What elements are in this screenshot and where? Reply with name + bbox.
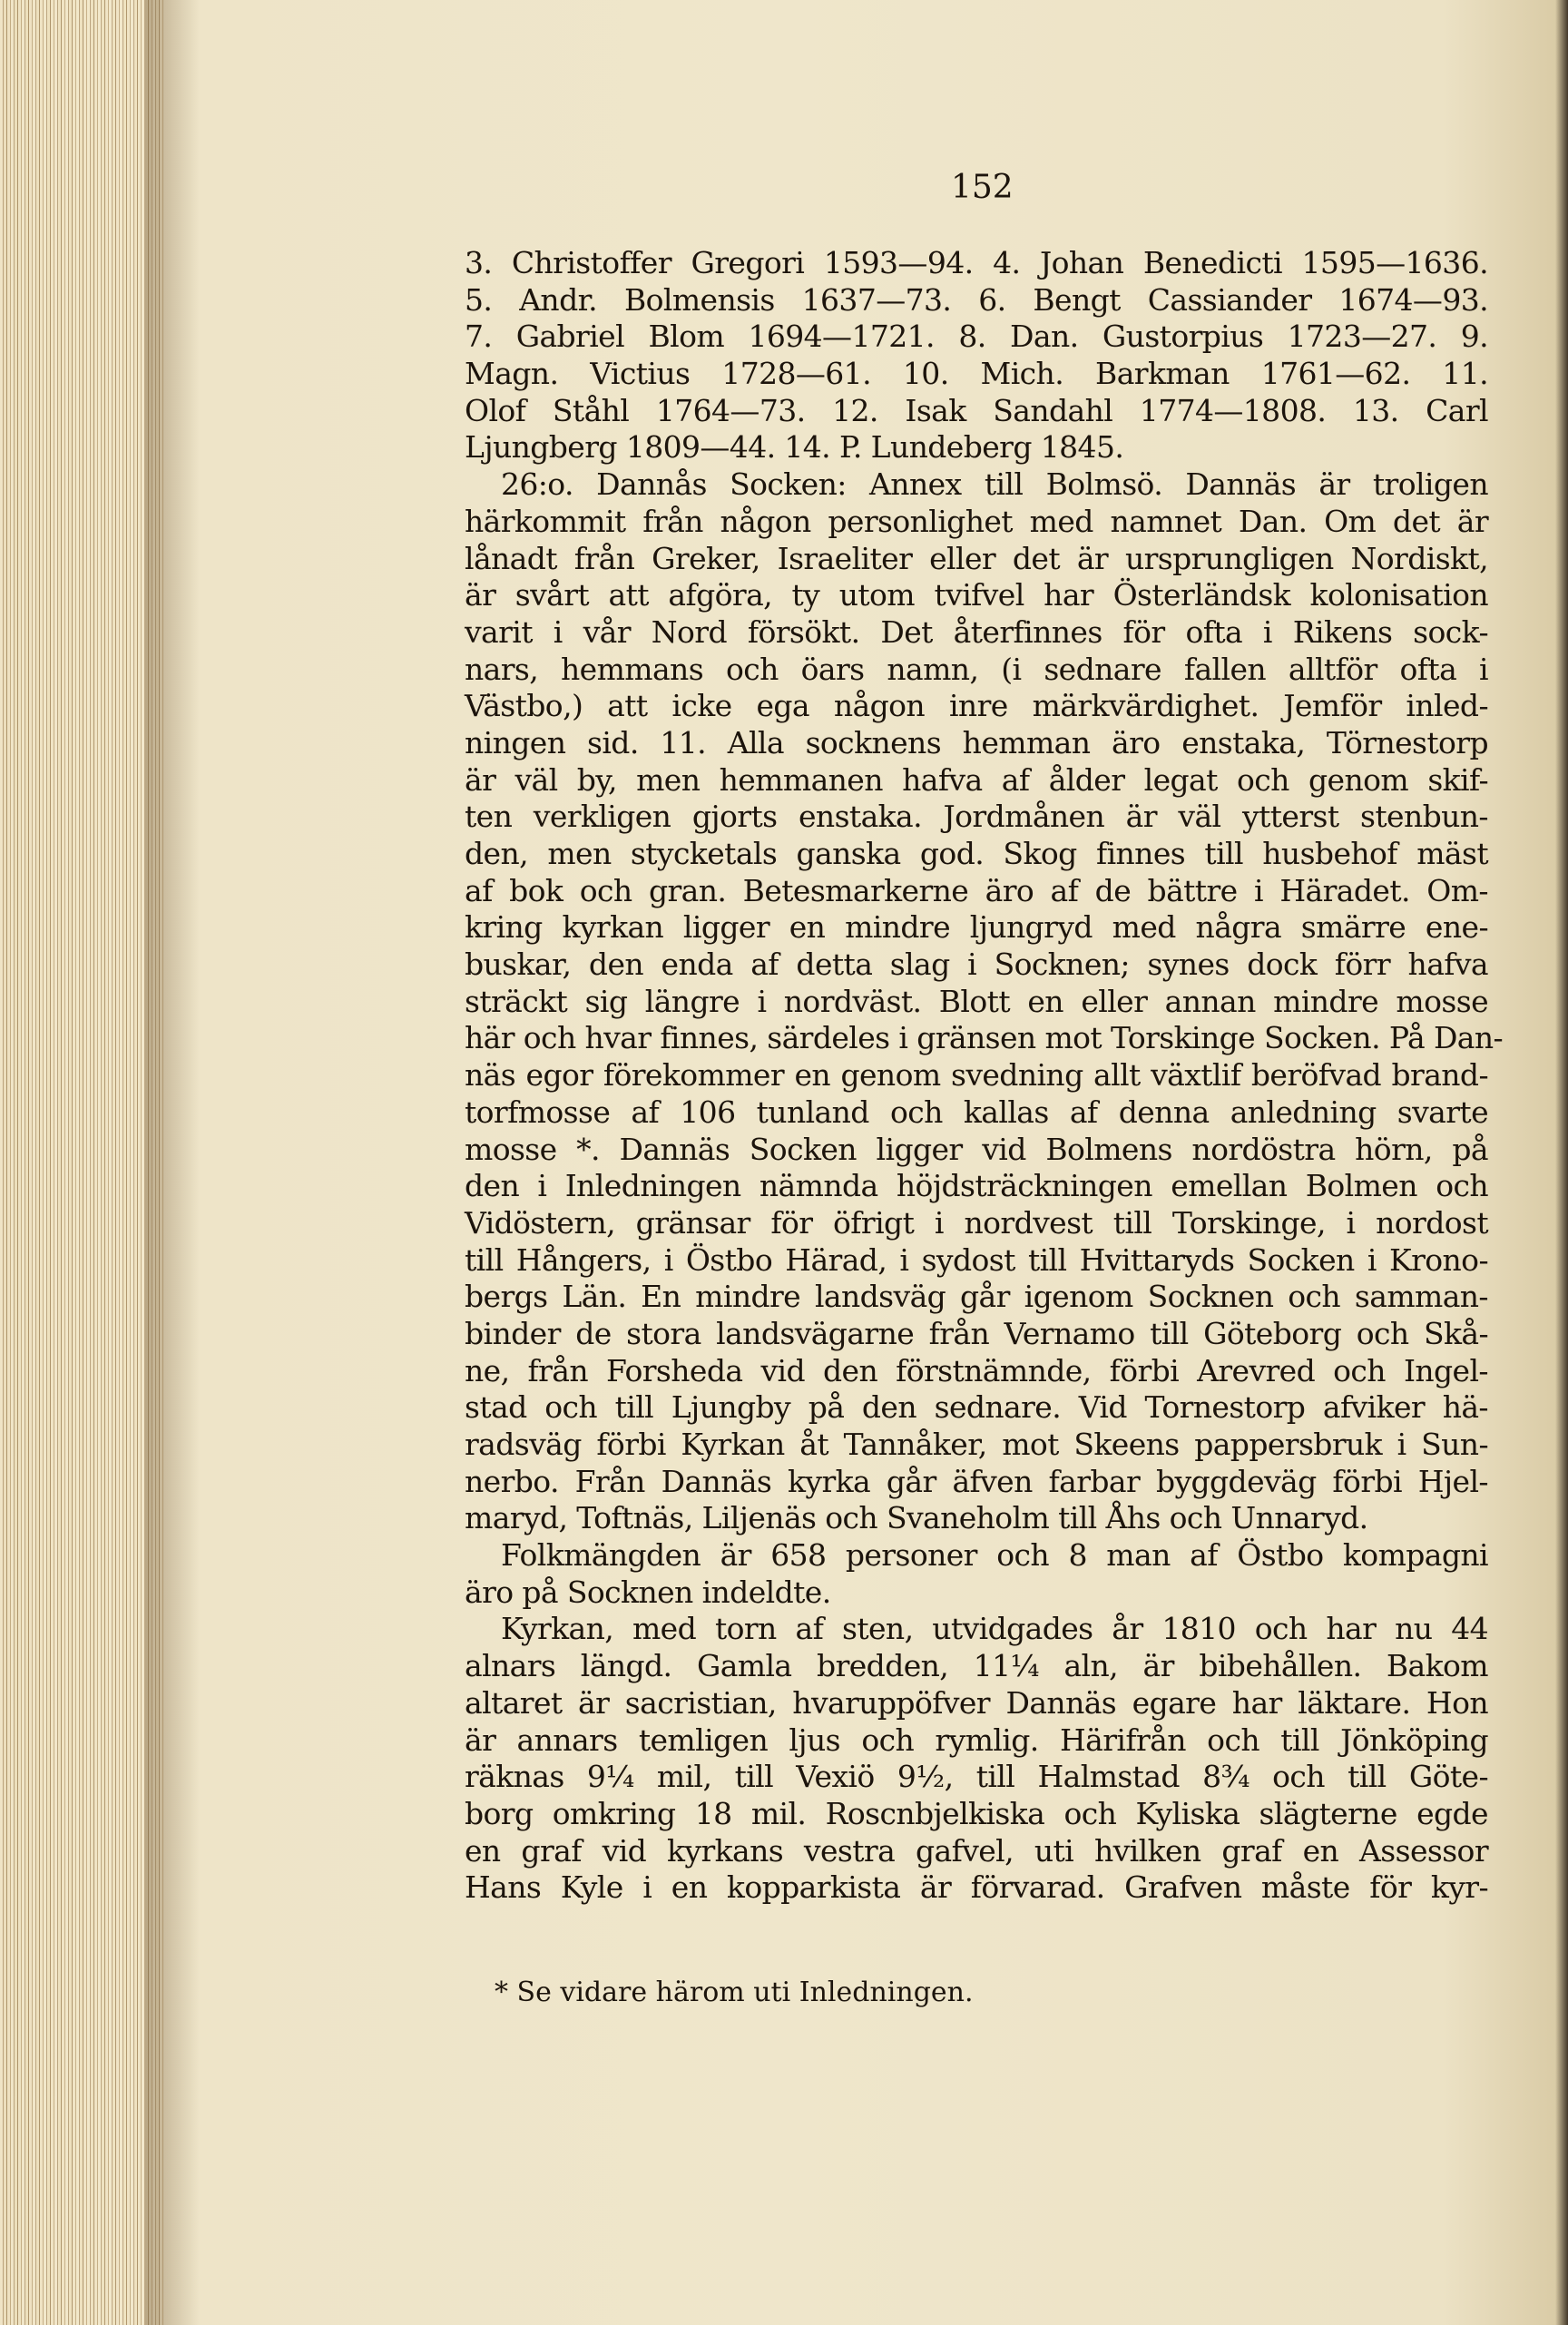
- text-line: till Hångers, i Östbo Härad, i sydost till Hvittaryds Socken i Krono-: [465, 1241, 1488, 1278]
- text-line: 3. Christoffer Gregori 1593—94. 4. Johan Benedicti 1595—1636.: [465, 245, 1488, 280]
- text-line: radsväg förbi Kyrkan åt Tannåker, mot Skeens pappersbruk i Sun-: [465, 1427, 1488, 1462]
- text-line: ten verkligen gjorts enstaka. Jordmånen är väl ytterst stenbun-: [465, 799, 1488, 835]
- text-line: 7. Gabriel Blom 1694—1721. 8. Dan. Gustorpius 1723—27. 9.: [465, 319, 1488, 355]
- text-line: är svårt att afgöra, ty utom tvifvel har Österländsk kolonisation: [465, 577, 1488, 613]
- text-line: äro på Socknen indeldte.: [465, 1574, 831, 1610]
- text-line: varit i vår Nord försökt. Det återfinnes för ofta i Rikens sock-: [465, 613, 1488, 650]
- text-line: 26:o. Dannås Socken: Annex till Bolmsö. Dannäs är troligen: [501, 466, 1488, 503]
- text-line: torfmosse af 106 tunland och kallas af denna anledning svarte: [465, 1094, 1488, 1130]
- body-text: [465, 245, 1504, 1907]
- text-line: nerbo. Från Dannäs kyrka går äfven farbar byggdeväg förbi Hjel-: [465, 1463, 1488, 1499]
- text-line: ningen sid. 11. Alla socknens hemman äro enstaka, Törnestorp: [465, 724, 1488, 760]
- text-line: Kyrkan, med torn af sten, utvidgades år 1810 och har nu 44: [501, 1611, 1488, 1647]
- text-line: den i Inledningen nämnda höjdsträckningen emellan Bolmen och: [465, 1168, 1488, 1204]
- text-line: är annars temligen ljus och rymlig. Härifrån och till Jönköping: [465, 1722, 1488, 1758]
- text-line: härkommit från någon personlighet med namnet Dan. Om det är: [465, 503, 1488, 539]
- right-edge-shadow: [1555, 0, 1568, 2325]
- page-edges: [0, 0, 163, 2325]
- text-line: Magn. Victius 1728—61. 10. Mich. Barkman 1761—62. 11.: [465, 356, 1488, 392]
- text-line: stad och till Ljungby på den sednare. Vid Tornestorp afviker hä-: [465, 1389, 1488, 1426]
- text-line: lånadt från Greker, Israeliter eller det är ursprungligen Nordiskt,: [465, 540, 1488, 576]
- text-line: är väl by, men hemmanen hafva af ålder legat och genom skif-: [465, 761, 1488, 798]
- text-line: buskar, den enda af detta slag i Socknen; synes dock förr hafva: [465, 947, 1488, 983]
- text-line: Olof Ståhl 1764—73. 12. Isak Sandahl 1774—1808. 13. Carl: [465, 392, 1488, 428]
- text-line: en graf vid kyrkans vestra gafvel, uti hvilken graf en Assessor: [465, 1832, 1488, 1869]
- text-line: sträckt sig längre i nordväst. Blott en eller annan mindre mosse: [465, 983, 1488, 1019]
- text-line: nars, hemmans och öars namn, (i sednare fallen alltför ofta i: [465, 651, 1488, 687]
- text-line: maryd, Toftnäs, Liljenäs och Svaneholm till Åhs och Unnaryd.: [465, 1500, 1368, 1536]
- text-line: binder de stora landsvägarne från Vernamo till Göteborg och Skå-: [465, 1315, 1488, 1351]
- text-line: Hans Kyle i en kopparkista är förvarad. Grafven måste för kyr-: [465, 1869, 1488, 1906]
- text-line: bergs Län. En mindre landsväg går igenom Socknen och samman-: [465, 1279, 1488, 1315]
- text-line: altaret är sacristian, hvaruppöfver Dannäs egare har läktare. Hon: [465, 1684, 1488, 1721]
- binding-shadow: [145, 0, 200, 2325]
- text-line: af bok och gran. Betesmarkerne äro af de bättre i Häradet. Om-: [465, 872, 1488, 908]
- footnote: * Se vidare härom uti Inledningen.: [495, 1977, 974, 2008]
- text-line: näs egor förekommer en genom svedning allt växtlif beröfvad brand-: [465, 1057, 1488, 1094]
- text-line: kring kyrkan ligger en mindre ljungryd med några smärre ene-: [465, 909, 1488, 946]
- text-line: Ljungberg 1809—44. 14. P. Lundeberg 1845.: [465, 429, 1124, 466]
- text-line: Folkmängden är 658 personer och 8 man af Östbo kompagni: [501, 1537, 1488, 1574]
- text-line: 5. Andr. Bolmensis 1637—73. 6. Bengt Cassiander 1674—93.: [465, 281, 1488, 318]
- text-line: den, men stycketals ganska god. Skog finnes till husbehof mäst: [465, 836, 1488, 871]
- text-line: räknas 9¼ mil, till Vexiö 9½, till Halmstad 8¾ och till Göte-: [465, 1759, 1488, 1795]
- text-line: mosse *. Dannäs Socken ligger vid Bolmens nordöstra hörn, på: [465, 1131, 1488, 1167]
- text-line: alnars längd. Gamla bredden, 11¼ aln, är bibehållen. Bakom: [465, 1648, 1488, 1684]
- text-line: här och hvar finnes, särdeles i gränsen mot Torskinge Socken. På Dan-: [465, 1020, 1504, 1056]
- page-number: 152: [951, 169, 1014, 206]
- text-line: Västbo,) att icke ega någon inre märkvärdighet. Jemför inled-: [465, 688, 1488, 724]
- text-line: ne, från Forsheda vid den förstnämnde, förbi Arevred och Ingel-: [465, 1352, 1488, 1388]
- text-line: borg omkring 18 mil. Roscnbjelkiska och Kyliska slägterne egde: [465, 1795, 1488, 1831]
- text-line: Vidöstern, gränsar för öfrigt i nordvest till Torskinge, i nordost: [465, 1204, 1488, 1241]
